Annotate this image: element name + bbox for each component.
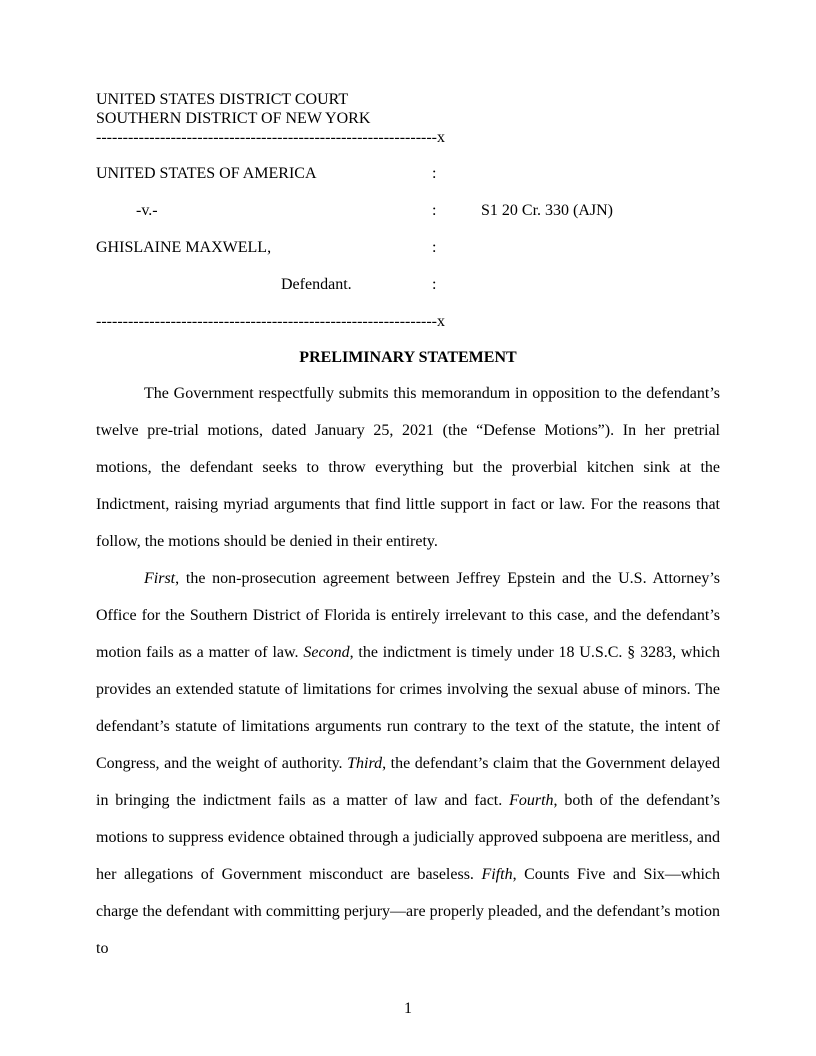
text-segment: , the non-prosecution agreement between Jeffrey Epstein and the U.S. Attorney’s Office for the Southern District of Florida is entirely irrelevant to this case, and the defendant’s motion fails as a matter of law. [96, 570, 720, 661]
versus-label: -v.- [136, 202, 158, 219]
text-segment: , both of the defendant’s motions to suppress evidence obtained through a judicially approved subpoena are meritless, and her allegations of Government misconduct are baseless. [96, 792, 720, 883]
caption-colon: : [432, 239, 437, 256]
caption-row-plaintiff [96, 155, 720, 192]
caption-colon: : [432, 202, 437, 219]
italic-text-segment: Second [303, 644, 350, 661]
italic-text-segment: Fourth [509, 792, 554, 809]
case-caption [96, 155, 720, 340]
caption-separator-top: ----------------------------------------------------------------x [96, 129, 445, 146]
page-number: 1 [404, 1000, 412, 1017]
caption-colon: : [432, 165, 437, 182]
caption-colon: : [432, 276, 437, 293]
court-name-line: UNITED STATES DISTRICT COURT [96, 91, 349, 108]
district-line: SOUTHERN DISTRICT OF NEW YORK [96, 110, 371, 127]
body-paragraph [96, 560, 720, 967]
body-paragraph [96, 375, 720, 560]
defendant-label: Defendant. [281, 276, 352, 293]
case-number: S1 20 Cr. 330 (AJN) [481, 202, 614, 219]
italic-text-segment: Third [347, 755, 383, 772]
court-header [96, 90, 720, 147]
caption-separator-bottom: ----------------------------------------------------------------x [96, 313, 445, 330]
caption-row-defendant-name [96, 229, 720, 266]
italic-text-segment: Fifth [481, 866, 513, 883]
text-segment: , the indictment is timely under 18 U.S.C. § 3283, which provides an extended statute of limitations for crimes involving the sexual abuse of minors. The defendant’s statute of limitations arguments run contrary to the text of the statute, the intent of Congress, and the weight of authority. [96, 644, 721, 772]
text-segment: , the defendant’s claim that the Government delayed in bringing the indictment fails as a matter of law and fact. [96, 755, 720, 809]
defendant-name: GHISLAINE MAXWELL, [96, 239, 272, 256]
plaintiff-name: UNITED STATES OF AMERICA [96, 165, 317, 182]
italic-text-segment: First [144, 570, 176, 587]
text-segment: , Counts Five and Six—which charge the defendant with committing perjury—are properly pleaded, and the defendant’s motion to [96, 866, 720, 957]
text-segment: The Government respectfully submits this memorandum in opposition to the defendant’s twelve pre-trial motions, dated January 25, 2021 (the “Defense Motions”). In her pretrial motions, the defendant seeks to throw everything but the proverbial kitchen sink at the Indictment, raising myriad arguments that find little support in fact or law. For the reasons that follow, the motions should be denied in their entirety. [96, 385, 720, 550]
caption-row-versus [96, 192, 720, 229]
section-title: PRELIMINARY STATEMENT [299, 349, 517, 366]
document-body [96, 375, 720, 967]
caption-row-defendant-label [96, 266, 720, 303]
